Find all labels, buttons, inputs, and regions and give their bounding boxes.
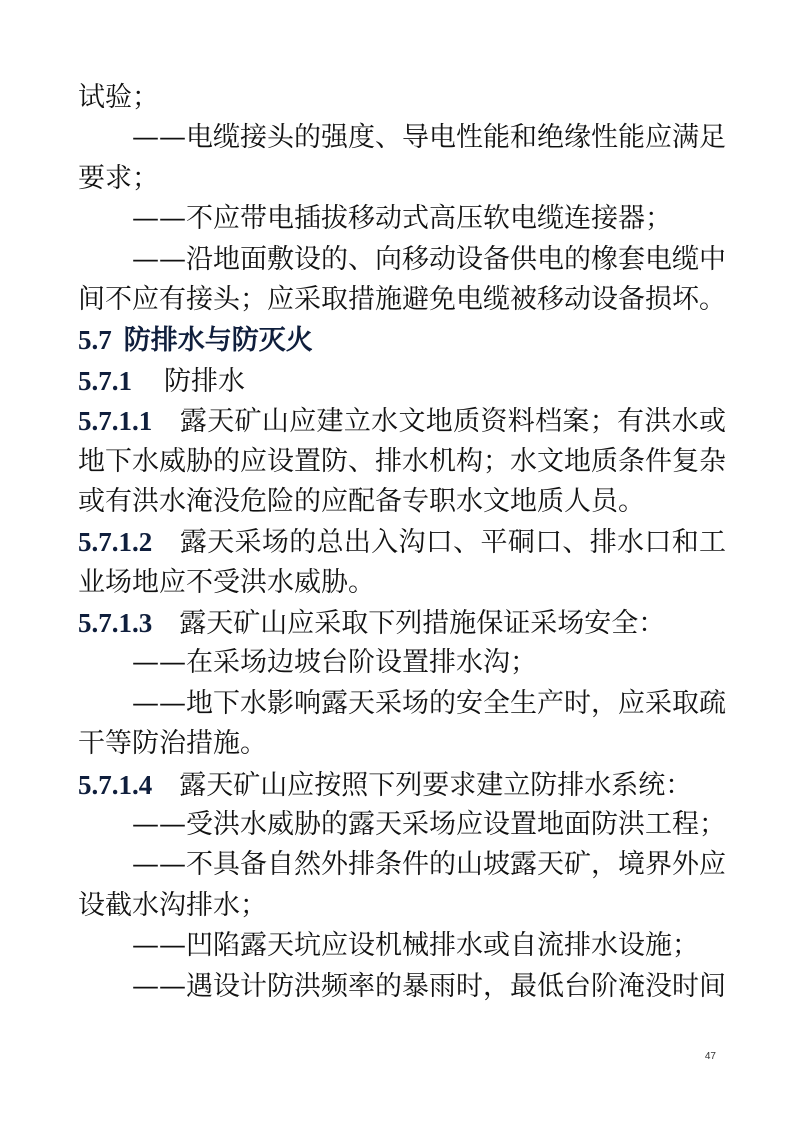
text-line: 要求； (78, 162, 159, 194)
text-line: ——凹陷露天坑应设机械排水或自流排水设施； (132, 930, 699, 962)
text-line: ——沿地面敷设的、向移动设备供电的橡套电缆中 (132, 243, 726, 275)
subsection-title: 防排水 (164, 365, 245, 397)
text-line: ——不应带电插拔移动式高压软电缆连接器； (132, 203, 672, 235)
text-line: 或有洪水淹没危险的应配备专职水文地质人员。 (78, 485, 645, 517)
section-heading (78, 320, 726, 360)
subsection-heading (78, 361, 726, 401)
section-number: 5.7 (78, 325, 112, 356)
clause-text: 露天采场的总出入沟口、平硐口、排水口和工 (179, 527, 727, 559)
clause-number: 5.7.1.3 (78, 608, 153, 639)
text-line: 业场地应不受洪水威胁。 (78, 566, 375, 598)
clause-number: 5.7.1.2 (78, 527, 153, 558)
clause-number: 5.7.1.4 (78, 769, 153, 800)
clause-number: 5.7.1.1 (78, 406, 153, 437)
text-line: ——地下水影响露天采场的安全生产时，应采取疏 (132, 687, 726, 719)
text-line: 地下水威胁的应设置防、排水机构；水文地质条件复杂 (78, 445, 726, 477)
clause-5-7-1-4-first-line (78, 765, 726, 805)
document-page (78, 78, 726, 1007)
clause-text: 露天矿山应采取下列措施保证采场安全： (179, 608, 666, 640)
clause-5-7-1-2-first-line (78, 522, 726, 562)
text-line: 试验； (78, 82, 159, 113)
page-number: 47 (704, 1051, 716, 1062)
clause-text: 露天矿山应建立水文地质资料档案；有洪水或 (179, 406, 727, 438)
text-line: ——在采场边坡台阶设置排水沟； (132, 647, 537, 679)
text-line: ——受洪水威胁的露天采场应设置地面防洪工程； (132, 809, 726, 841)
clause-5-7-1-3-first-line (78, 603, 726, 643)
text-line: 设截水沟排水； (78, 889, 267, 921)
section-title: 防排水与防灭火 (123, 325, 313, 357)
clause-text: 露天矿山应按照下列要求建立防排水系统： (179, 769, 693, 801)
text-line: ——遇设计防洪频率的暴雨时，最低台阶淹没时间 (132, 970, 726, 1002)
text-line: ——不具备自然外排条件的山坡露天矿，境界外应 (132, 849, 726, 881)
subsection-number: 5.7.1 (78, 365, 132, 396)
text-line: 间不应有接头；应采取措施避免电缆被移动设备损坏。 (78, 283, 726, 315)
text-line: ——电缆接头的强度、导电性能和绝缘性能应满足 (132, 122, 726, 154)
clause-5-7-1-1-first-line (78, 401, 726, 441)
text-line: 干等防治措施。 (78, 728, 267, 760)
